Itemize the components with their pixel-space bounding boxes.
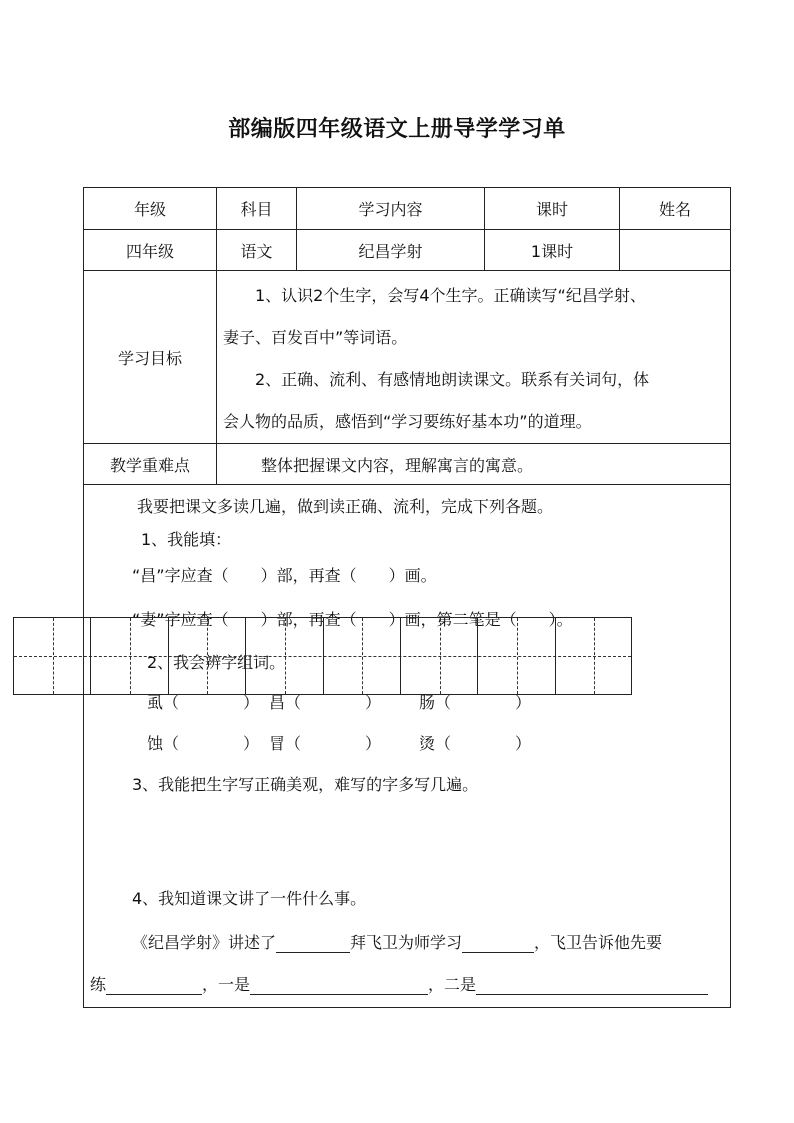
key-points-text: 整体把握课文内容，理解寓言的寓意。 bbox=[217, 444, 731, 485]
answer-blank[interactable] bbox=[476, 976, 708, 995]
q4-text: ，一是 bbox=[202, 975, 251, 994]
goal-line-3: 2、正确、流利、有感情地朗读课文。联系有关词句，体 bbox=[255, 370, 650, 389]
q2-item[interactable]: 烫（ ） bbox=[419, 734, 532, 753]
key-points-label: 教学重难点 bbox=[84, 444, 217, 485]
q3-title: 3、我能把生字写正确美观，难写的字多写几遍。 bbox=[132, 775, 479, 794]
grid-guide-line bbox=[440, 618, 441, 694]
q2-item[interactable]: 虱（ ） bbox=[147, 693, 260, 712]
grid-guide-line bbox=[362, 618, 363, 694]
q2-item[interactable]: 肠（ ） bbox=[419, 693, 532, 712]
answer-blank[interactable] bbox=[106, 976, 202, 995]
grade-value: 四年级 bbox=[84, 230, 217, 271]
header-content: 学习内容 bbox=[297, 188, 485, 230]
q4-text: ，飞卫告诉他先要 bbox=[534, 933, 663, 952]
q2-item[interactable]: 冒（ ） bbox=[269, 734, 382, 753]
grid-guide-line bbox=[207, 618, 208, 694]
header-name: 姓名 bbox=[620, 188, 731, 230]
exercise-area bbox=[84, 485, 731, 1008]
q1-line-a[interactable]: “昌”字应查（ ）部，再查（ ）画。 bbox=[132, 566, 437, 585]
grid-guide-line bbox=[285, 618, 286, 694]
answer-blank[interactable] bbox=[250, 976, 428, 995]
worksheet-table bbox=[83, 187, 731, 1008]
q4-text: 《纪昌学射》讲述了 bbox=[132, 933, 277, 952]
header-grade: 年级 bbox=[84, 188, 217, 230]
subject-value: 语文 bbox=[217, 230, 297, 271]
grid-guide-line bbox=[517, 618, 518, 694]
q1-title: 1、我能填： bbox=[141, 530, 232, 549]
answer-blank[interactable] bbox=[462, 934, 534, 953]
goals-label: 学习目标 bbox=[84, 271, 217, 444]
writing-grid[interactable] bbox=[13, 617, 632, 695]
q2-item[interactable]: 昌（ ） bbox=[269, 693, 382, 712]
q2-title: 2、我会辨字组词。 bbox=[147, 653, 286, 672]
exercise-row bbox=[84, 485, 731, 1008]
grid-guide-line bbox=[53, 618, 54, 694]
header-subject: 科目 bbox=[217, 188, 297, 230]
goal-line-4: 会人物的品质，感悟到“学习要练好基本功”的道理。 bbox=[223, 412, 592, 431]
grid-guide-line bbox=[594, 618, 595, 694]
grid-guide-line bbox=[130, 618, 131, 694]
goal-line-1: 1、认识2个生字，会写4个生字。正确读写“纪昌学射、 bbox=[255, 286, 646, 305]
key-points-row bbox=[84, 444, 731, 485]
q4-text: 拜飞卫为师学习 bbox=[350, 933, 463, 952]
exercise-intro: 我要把课文多读几遍，做到读正确、流利，完成下列各题。 bbox=[137, 497, 554, 516]
q2-item[interactable]: 蚀（ ） bbox=[147, 734, 260, 753]
content-value: 纪昌学射 bbox=[297, 230, 485, 271]
name-field[interactable] bbox=[620, 230, 731, 271]
info-row bbox=[84, 230, 731, 271]
header-period: 课时 bbox=[485, 188, 620, 230]
q4-line-a bbox=[132, 930, 662, 953]
period-value: 1课时 bbox=[485, 230, 620, 271]
q4-line-b bbox=[90, 972, 708, 995]
q4-title: 4、我知道课文讲了一件什么事。 bbox=[132, 889, 367, 908]
goals-text bbox=[217, 271, 731, 444]
q1-line-b[interactable]: “妻”字应查（ ）部，再查（ ）画，第二笔是（ ）。 bbox=[132, 610, 573, 629]
goal-line-2: 妻子、百发百中”等词语。 bbox=[223, 328, 408, 347]
page-title: 部编版四年级语文上册导学学习单 bbox=[228, 116, 566, 142]
answer-blank[interactable] bbox=[276, 934, 350, 953]
goals-row bbox=[84, 271, 731, 444]
q4-text: ，二是 bbox=[428, 975, 477, 994]
header-row bbox=[84, 188, 731, 230]
q4-text: 练 bbox=[90, 975, 107, 994]
